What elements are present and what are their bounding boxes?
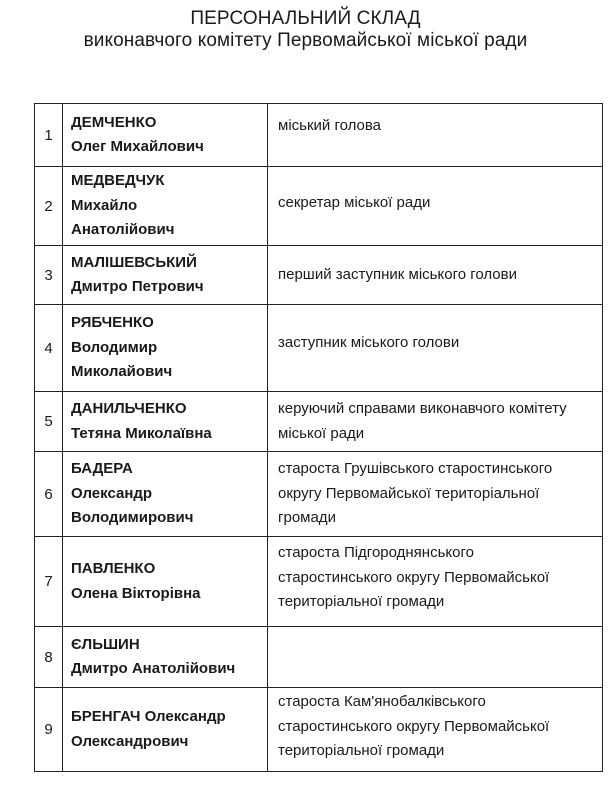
name-line: Тетяна Миколаївна [71,424,212,442]
name-line: Анатолійович [71,221,175,239]
name-line: БАДЕРА [71,460,133,478]
name-line: Олена Вікторівна [71,584,201,602]
name-line: Володимирович [71,509,194,527]
member-name [63,305,268,392]
table-row [35,537,603,627]
table-row [35,688,603,772]
table-row [35,305,603,392]
name-line: МЕДВЕДЧУК [71,172,165,190]
role-line: староста Підгороднянського [278,544,474,561]
member-role [268,627,603,688]
document-subtitle: виконавчого комітету Первомайської міської ради [83,30,528,51]
name-line: Володимир [71,338,158,356]
member-role [268,392,603,452]
role-line: міський голова [278,117,382,134]
role-line: староста Кам'янобалківського [278,693,486,710]
member-role [268,688,603,772]
row-number: 2 [35,167,63,246]
role-line: територіальної громади [278,593,445,610]
row-number: 1 [35,104,63,167]
document-header [0,8,611,52]
member-role [268,305,603,392]
table-row [35,452,603,537]
member-role [268,537,603,627]
member-name [63,688,268,772]
name-line: Олександр [71,484,153,502]
name-line: ДЕМЧЕНКО [71,113,157,131]
role-line: секретар міської ради [278,194,431,211]
role-line: старостинського округу Первомайської [278,717,550,735]
role-line: територіальної громади [278,742,445,759]
member-name [63,452,268,537]
members-table [34,103,603,772]
role-line: перший заступник міського голови [278,265,517,283]
name-line: Михайло [71,196,138,214]
member-name [63,246,268,305]
role-line: міської ради [278,424,365,442]
name-line: РЯБЧЕНКО [71,314,154,332]
document-title: ПЕРСОНАЛЬНИЙ СКЛАД [190,8,421,29]
name-line: Олег Михайлович [71,138,204,155]
name-line: БРЕНГАЧ Олександр [71,708,226,725]
table-row [35,104,603,167]
name-line: Дмитро Петрович [71,278,204,295]
member-name [63,104,268,167]
row-number: 8 [35,627,63,688]
name-line: Дмитро Анатолійович [71,660,236,677]
table-row [35,246,603,305]
row-number: 7 [35,537,63,627]
row-number: 9 [35,688,63,772]
member-role [268,104,603,167]
member-role [268,246,603,305]
role-line: громади [278,509,336,527]
row-number: 6 [35,452,63,537]
role-line: старостинського округу Первомайської [278,568,550,586]
name-line: ЄЛЬШИН [71,635,140,653]
table-row [35,627,603,688]
table-row [35,167,603,246]
member-name [63,537,268,627]
member-name [63,167,268,246]
row-number: 5 [35,392,63,452]
role-line: староста Грушівського старостинського [278,460,553,478]
member-name [63,392,268,452]
table-row [35,392,603,452]
role-line: округу Первомайської територіальної [278,484,540,502]
name-line: Олександрович [71,732,189,750]
member-role [268,452,603,537]
row-number: 4 [35,305,63,392]
role-line: заступник міського голови [278,334,460,351]
name-line: ДАНИЛЬЧЕНКО [71,400,187,417]
member-role [268,167,603,246]
member-name [63,627,268,688]
name-line: МАЛІШЕВСЬКИЙ [71,253,197,271]
row-number: 3 [35,246,63,305]
name-line: ПАВЛЕНКО [71,560,156,577]
name-line: Миколайович [71,363,173,381]
role-line: керуючий справами виконавчого комітету [278,400,567,417]
